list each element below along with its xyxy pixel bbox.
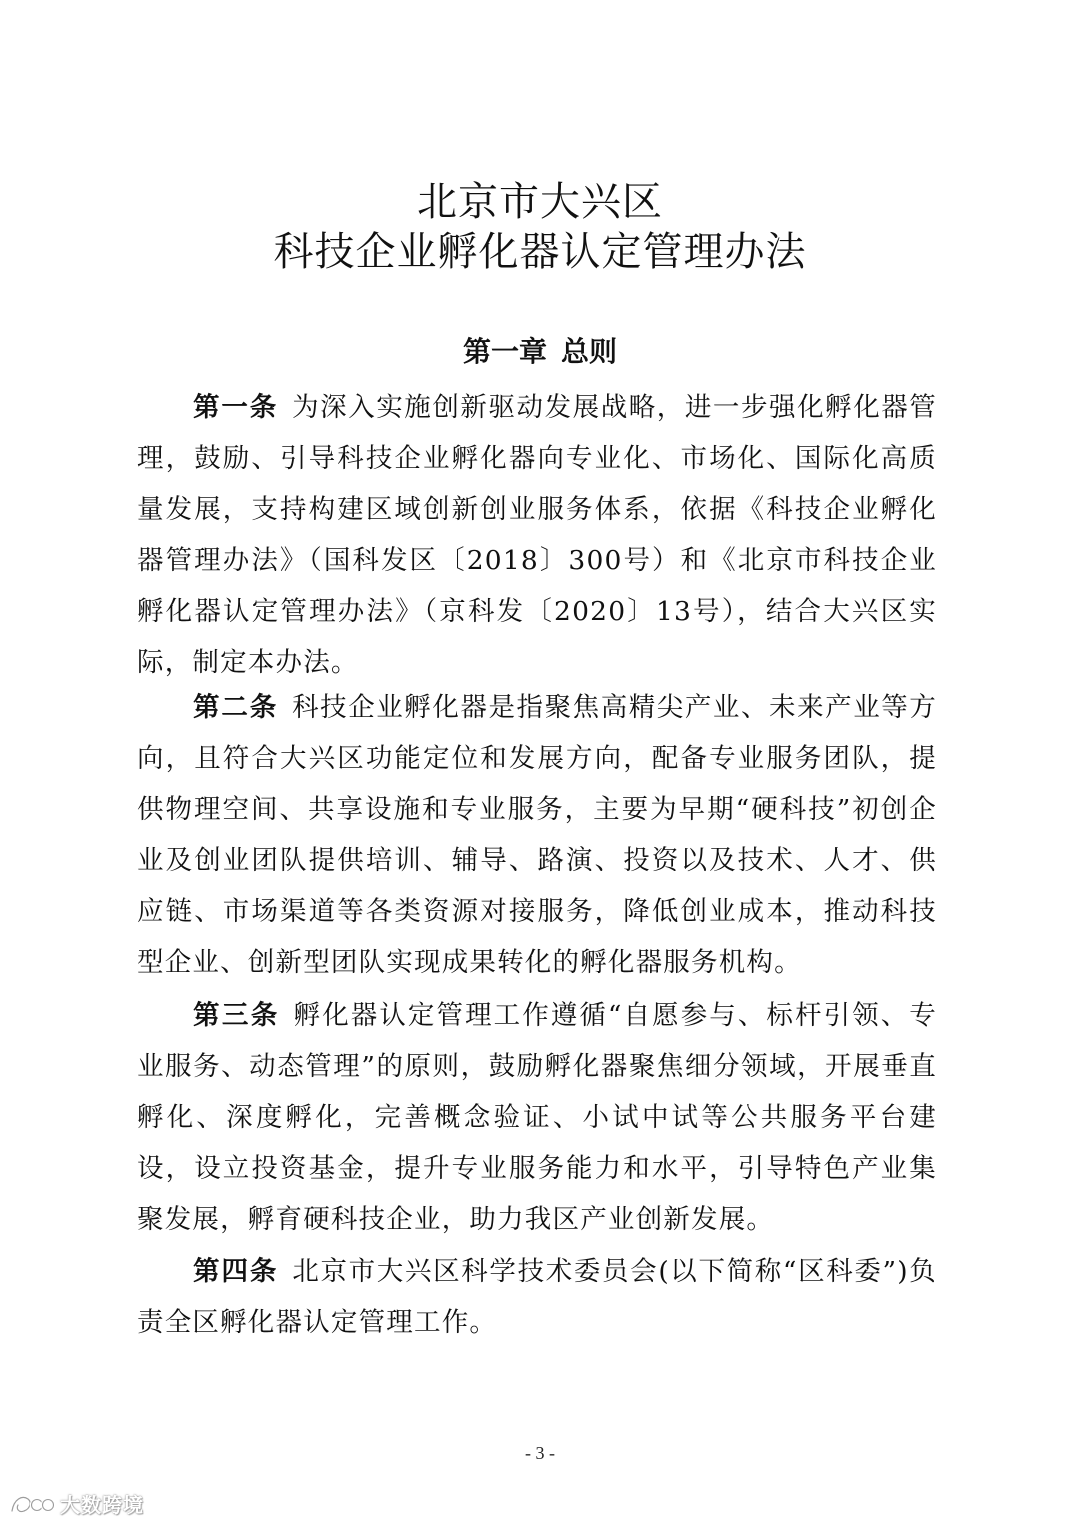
article-1 — [137, 382, 937, 688]
article-2-number: 第二条 — [193, 692, 279, 723]
chapter-heading — [0, 335, 1080, 368]
document-title-line-1: 北京市大兴区 — [417, 179, 663, 225]
article-4-number: 第四条 — [193, 1256, 279, 1287]
page-number: - 3 - — [525, 1443, 555, 1463]
chapter-number: 第一章 — [462, 335, 547, 368]
article-1-text: 为深入实施创新驱动发展战略，进一步强化孵化器管理，鼓励、引导科技企业孵化器向专业化、市场化、国际化高质量发展，支持构建区域创新创业服务体系，依据《科技企业孵化器管理办法》（国科发区〔2018〕300号）和《北京市科技企业孵化器认定管理办法》（京科发〔2020〕13号），结合大兴区实际，制定本办法。 — [137, 392, 938, 678]
article-2-text: 科技企业孵化器是指聚焦高精尖产业、未来产业等方向，且符合大兴区功能定位和发展方向，配备专业服务团队，提供物理空间、共享设施和专业服务，主要为早期“硬科技”初创企业及创业团队提供培训、辅导、路演、投资以及技术、人才、供应链、市场渠道等各类资源对接服务，降低创业成本，推动科技型企业、创新型团队实现成果转化的孵化器服务机构。 — [137, 692, 938, 978]
article-1-number: 第一条 — [193, 392, 279, 423]
watermark — [8, 1489, 144, 1518]
article-4-text: 北京市大兴区科学技术委员会(以下简称“区科委”)负责全区孵化器认定管理工作。 — [137, 1256, 937, 1338]
article-2 — [137, 682, 937, 988]
article-4 — [137, 1246, 937, 1348]
article-3-number: 第三条 — [193, 1000, 280, 1031]
document-title-line-2: 科技企业孵化器认定管理办法 — [273, 229, 807, 275]
article-3 — [137, 990, 937, 1245]
dashu-logo-icon — [8, 1491, 54, 1517]
chapter-name: 总则 — [561, 335, 618, 368]
watermark-text: 大数跨境 — [60, 1493, 144, 1517]
article-3-text: 孵化器认定管理工作遵循“自愿参与、标杆引领、专业服务、动态管理”的原则，鼓励孵化器聚焦细分领域，开展垂直孵化、深度孵化，完善概念验证、小试中试等公共服务平台建设，设立投资基金，提升专业服务能力和水平，引导特色产业集聚发展，孵育硬科技企业，助力我区产业创新发展。 — [137, 1000, 937, 1235]
